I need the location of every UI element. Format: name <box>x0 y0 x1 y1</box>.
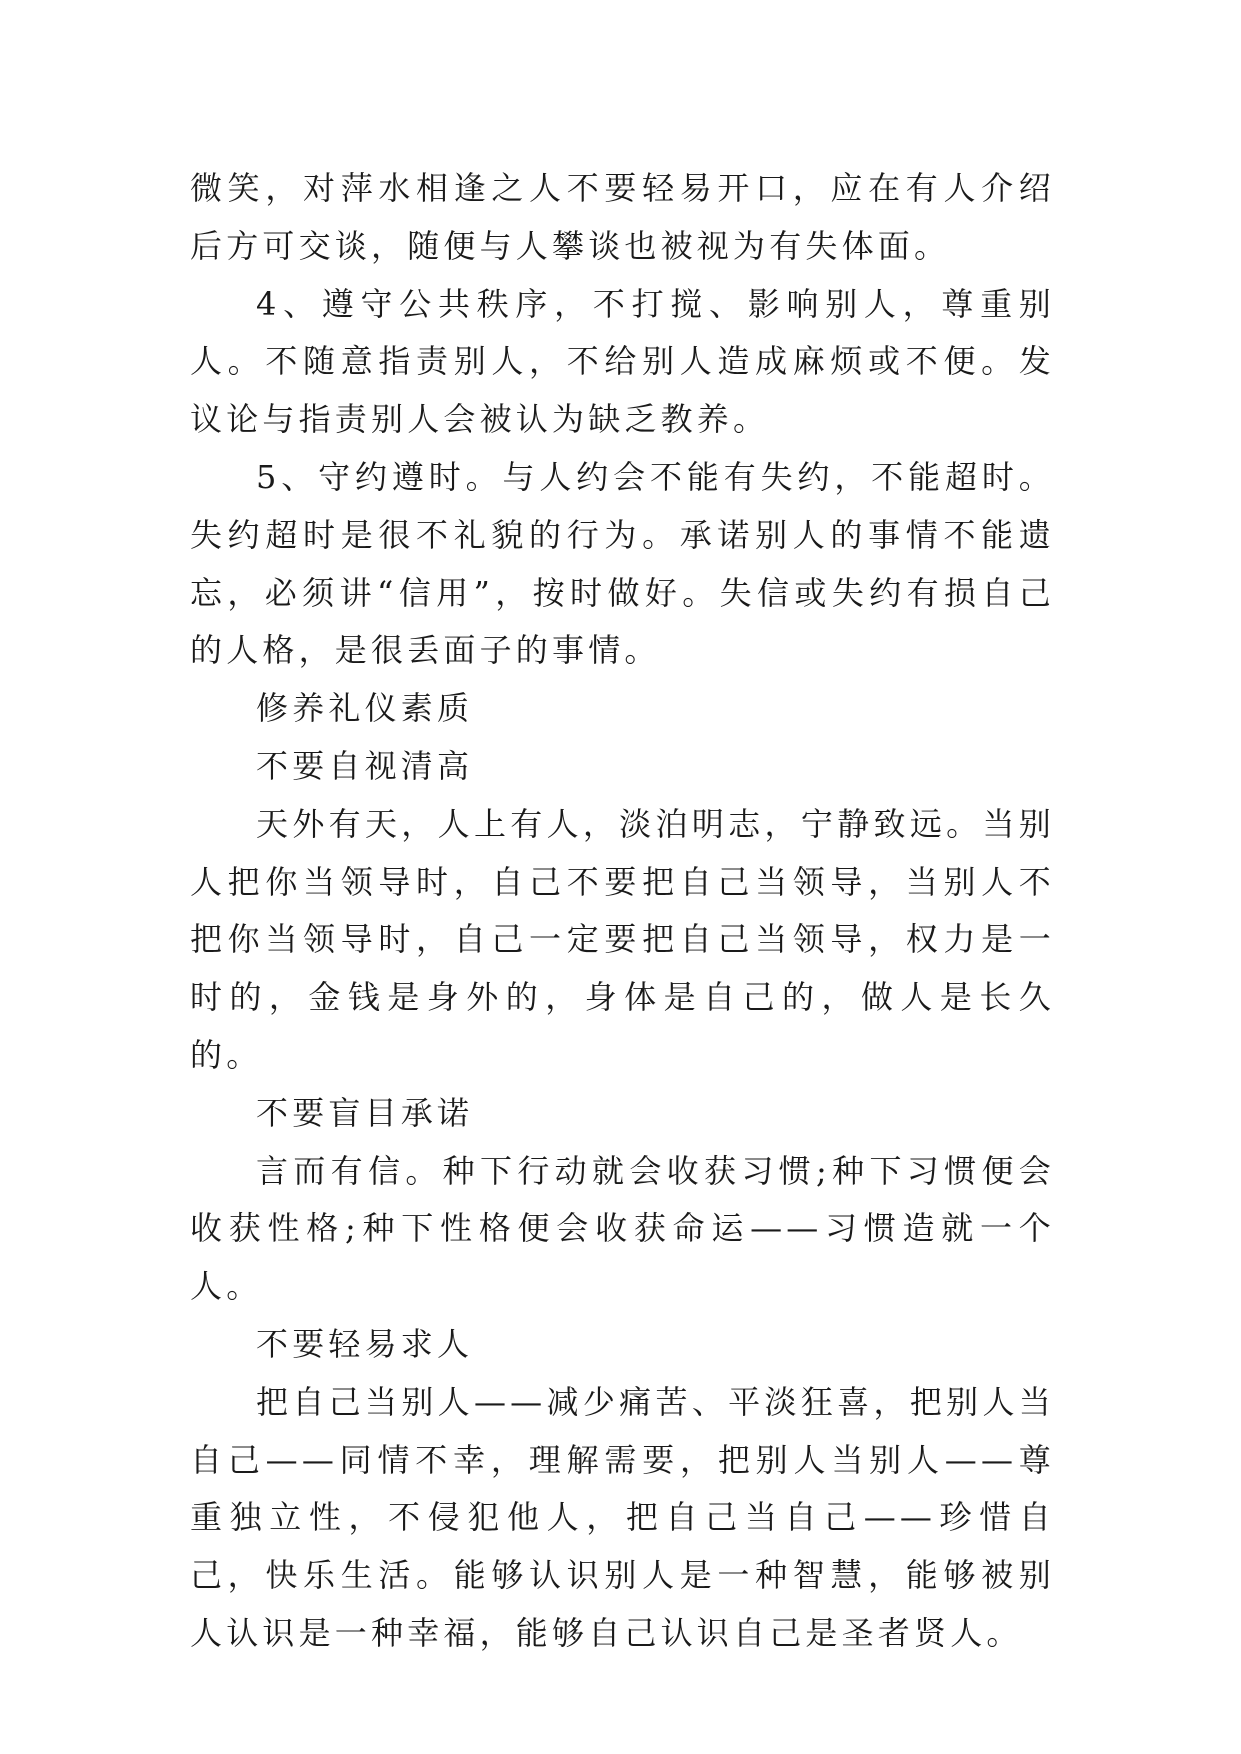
subheading-not-arrogant: 不要自视清高 <box>256 746 474 785</box>
paragraph-not-arrogant: 天外有天，人上有人，淡泊明志，宁静致远。当别人把你当领导时，自己不要把自己当领导，当别人不把你当领导时，自己一定要把自己当领导，权力是一时的，金钱是身外的，身体是自己的，做人是长久的。 <box>190 804 1055 1074</box>
subheading-no-blind-promise: 不要盲目承诺 <box>256 1093 474 1132</box>
section-heading-etiquette-quality: 修养礼仪素质 <box>256 689 474 728</box>
document-body <box>190 160 1055 1663</box>
paragraph-continuation: 微笑，对萍水相逢之人不要轻易开口，应在有人介绍后方可交谈，随便与人攀谈也被视为有失体面。 <box>190 169 1055 265</box>
paragraph-no-easy-asking: 把自己当别人——减少痛苦、平淡狂喜，把别人当自己——同情不幸，理解需要，把别人当别人——尊重独立性，不侵犯他人，把自己当自己——珍惜自己，快乐生活。能够认识别人是一种智慧，能够被别人认识是一种幸福，能够自己认识自己是圣者贤人。 <box>190 1382 1055 1652</box>
paragraph-rule-5: 5、守约遵时。与人约会不能有失约，不能超时。失约超时是很不礼貌的行为。承诺别人的事情不能遗忘，必须讲“信用”，按时做好。失信或失约有损自己的人格，是很丢面子的事情。 <box>190 457 1055 670</box>
paragraph-rule-4: 4、遵守公共秩序，不打搅、影响别人，尊重别人。不随意指责别人，不给别人造成麻烦或不便。发议论与指责别人会被认为缺乏教养。 <box>190 284 1055 439</box>
paragraph-no-blind-promise: 言而有信。种下行动就会收获习惯;种下习惯便会收获性格;种下性格便会收获命运——习惯造就一个人。 <box>190 1151 1055 1306</box>
subheading-no-easy-asking: 不要轻易求人 <box>256 1324 474 1363</box>
